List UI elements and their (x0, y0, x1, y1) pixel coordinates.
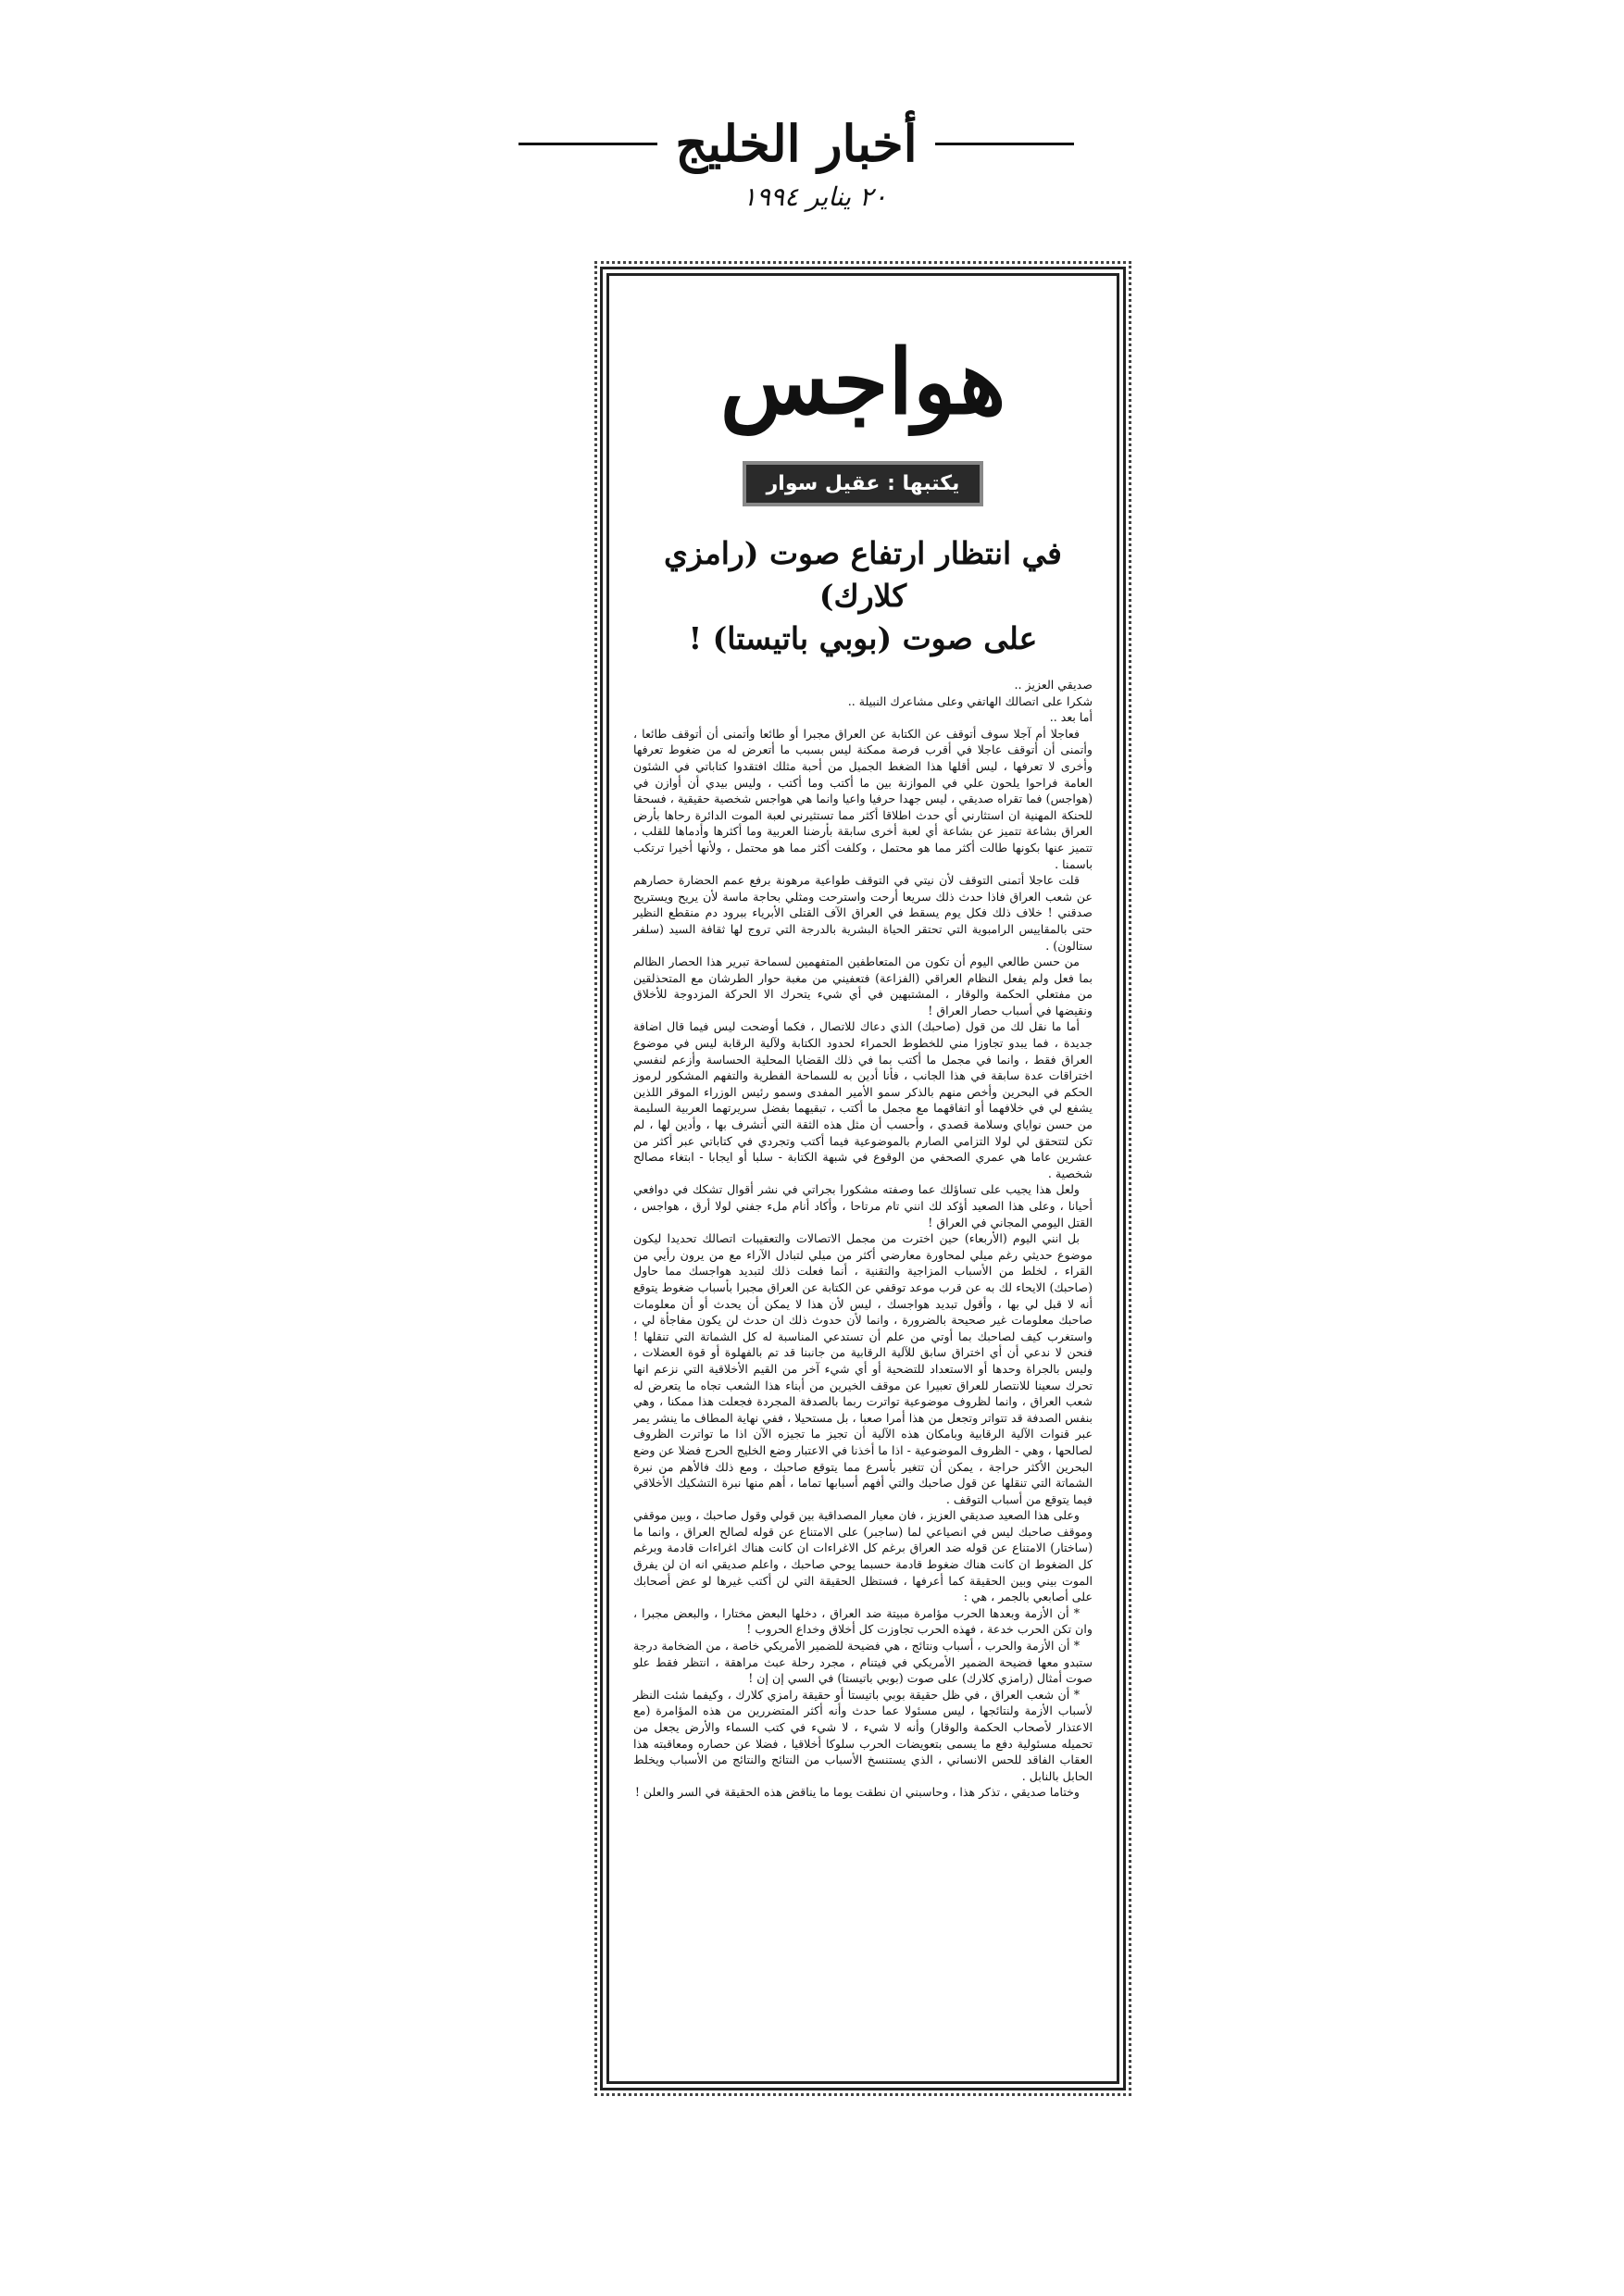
byline: يكتبها : عقيل سوار (743, 461, 984, 506)
article-headline (633, 532, 1093, 660)
body-paragraph: من حسن طالعي اليوم أن تكون من المتعاطفين المتفهمين لسماحة تبرير هذا الحصار الظالم بما فعل ولم يفعل النظام العراقي (الفزاعة) فتعفيني من مغبة حوار الطرشان مع المتحذلقين من مفتعلي الحكمة والوقار ، المشتبهين في أي شيء يتحرك الا الحركة المزدوجة للأخلاق ونقيضها في أسباب حصار العراق ! (633, 955, 1093, 1017)
body-paragraph: * أن شعب العراق ، في ظل حقيقة بوبي باتيستا أو حقيقة رامزي كلارك ، وكيفما شئت النظر لأسباب الأزمة ولنتائجها ، ليس مسئولا عما حدث وأنه أكثر المتضررين من هذه المؤامرة (مع الاعتذار لأصحاب الحكمة والوقار) وأنه لا شيء ، لا شيء في كتب السماء والأرض يجعل من تحميله مسئولية دفع ما يسمى بتعويضات الحرب سلوكا أخلاقيا ، فضلا عن حصاره ومعاقبته هذا العقاب الفاقد للحس الانساني ، الذي يستنسخ الأسباب من النتائج والنتائج من الأسباب ويخلط الحابل بالنابل . (633, 1687, 1093, 1783)
body-paragraph: فعاجلا أم آجلا سوف أتوقف عن الكتابة عن العراق مجبرا أو طائعا وأتمنى أن أتوقف طائعا ، وأتمنى أن أتوقف عاجلا في أقرب فرصة ممكنة ليس بسبب ما أتعرض له من ضغوط تعرفها وأخرى لا تعرفها ، ليس أقلها هذا الضغط الجميل من أحبة مثلك افتقدوا كتاباتي في الشئون العامة فراحوا يلحون علي في الموازنة بين ما أكتب وما أكتب ، وليس بيدي أن أوازن في (هواجس) فما تقراه صديقي ، ليس جهدا حرفيا واعيا وانما هي هواجس شخصية حقيقية ، فسحقا للحنكة المهنية ان استثارني أي حدث اطلاقا أكثر مما تستثيرني لعبة الموت الدائرة رحاها بأرض العراق بشاعة تتميز عن بشاعة أي لعبة أخرى سابقة بأرضنا العربية وما أكثرها وأدماها للقلب ، تتميز عنها بكونها طالت أكثر مما هو محتمل ، وكلفت أكثر مما هو محتمل ، ولأنها أخيرا ترتكب باسمنا . (633, 726, 1093, 871)
headline-line-2: على صوت (بوبي باتيستا) ! (688, 620, 1038, 656)
headline-line-1: في انتظار ارتفاع صوت (رامزي كلارك) (664, 535, 1062, 614)
masthead (500, 111, 1093, 176)
byline-wrap (633, 461, 1093, 506)
opinion-column (600, 267, 1126, 2090)
body-paragraph: صديقي العزيز .. (1014, 678, 1093, 692)
article-body (633, 677, 1093, 1801)
masthead-rule-right (935, 143, 1074, 145)
body-paragraph: * أن الأزمة والحرب ، أسباب ونتائج ، هي فضيحة للضمير الأمريكي خاصة ، من الضخامة درجة ستبدو معها فضيحة الضمير الأمريكي في فيتنام ، مجرد رحلة عبث مراهقة ، انتظر فقط علو صوت أمثال (رامزي كلارك) على صوت (بوبي باتيستا) في السي إن إن ! (633, 1639, 1093, 1686)
publication-date: ٢٠ يناير ١٩٩٤ (742, 181, 888, 212)
body-paragraph: أما ما نقل لك من قول (صاحبك) الذي دعاك للاتصال ، فكما أوضحت ليس فيما قال اضافة جديدة ، فما يبدو تجاوزا مني للخطوط الحمراء لحدود الكتابة ولآلية الرقابة ليس في موضوع العراق فقط ، وانما في مجمل ما أكتب بما في ذلك القضايا المحلية الحساسة وأزعم لنفسي اختراقات عدة سابقة في هذا الجانب ، فأنا أدين به للسماحة الفطرية والتفهم المشكور لرموز الحكم في البحرين وأخص منهم بالذكر سمو الأمير المفدى وسمو رئيس الوزراء الموقر اللذين يشفع لي في خلافهما أو اتفاقهما مع مجمل ما أكتب ، تبقيهما بفضل سريرتهما العربية السليمة من حسن نواياي وسلامة قصدي ، وأحسب أن مثل هذه الثقة التي أتشرف بها ، وأدين لها ، لم تكن لتتحقق لي لولا التزامي الصارم بالموضوعية فيما أكتب وتجردي في كتاباتي عبر أكثر من عشرين عاما هي عمري الصحفي من الوقوع في شبهة الكتابة - سلبا أو ايجابا - ابتغاء مصالح شخصية . (633, 1019, 1093, 1180)
masthead-rule-left (518, 143, 657, 145)
body-paragraph: شكرا على اتصالك الهاتفي وعلى مشاعرك النبيلة .. (847, 693, 1093, 708)
column-title: هواجس (719, 330, 1006, 434)
body-paragraph: ولعل هذا يجيب على تساؤلك عما وصفته مشكورا بجراتي في نشر أقوال تشكك في دوافعي أحيانا ، وعلى هذا الصعيد أؤكد لك انني تام مرتاحا ، وأكاد أنام ملء جفني لولا أرق ، هواجس ، القتل اليومي المجاني في العراق ! (633, 1182, 1093, 1229)
newspaper-name: أخبار الخليج (675, 114, 918, 173)
body-paragraph: وعلى هذا الصعيد صديقي العزيز ، فان معيار المصداقية بين قولي وقول صاحبك ، وبين موقفي وموقف صاحبك ليس في انصياعي لما (ساجبر) على الامتناع عن قوله لصالح العراق ، وانما ما (ساختار) الامتناع عن قوله ضد العراق برغم كل الاغراءات ان كانت هناك اغراءات قادمة وبرغم كل الضغوط ان كانت هناك ضغوط قادمة حسبما يوحي صاحبك ، واعلم صديقي انه ان لن يفرق الموت بيني وبين الحقيقة كما أعرفها ، فستظل الحقيقة التي لن أكتب غيرها لو عض أصحابك على أصابعي بالجمر ، هي : (633, 1508, 1093, 1604)
body-paragraph: وختاما صديقي ، تذكر هذا ، وحاسبني ان نطقت يوما ما يناقض هذه الحقيقة في السر والعلن ! (634, 1785, 1080, 1800)
body-paragraph: قلت عاجلا أتمنى التوقف لأن نيتي في التوقف طواعية مرهونة برفع عمم الحضارة حصارهم عن شعب العراق فاذا حدث ذلك سريعا أرحت واسترحت ومثلي بحاجة ماسة لأن يريح ويستريح صدقني ! خلاف ذلك فكل يوم يسقط في العراق الآف القتلى الأبرياء ببرود دم منقطع النظير حتى بالمقاييس الرامبوية التي تحتقر الحياة البشرية بالدرجة التي تروج لها ثقافة السيد (سلفر ستالون) . (633, 873, 1093, 953)
body-paragraph: * أن الأزمة وبعدها الحرب مؤامرة مبيتة ضد العراق ، دخلها البعض مختارا ، والبعض مجبرا ، وان تكن الحرب خدعة ، فهذه الحرب تجاوزت كل أخلاق وخداع الحروب ! (633, 1605, 1093, 1637)
body-paragraph: بل انني اليوم (الأربعاء) حين اخترت من مجمل الاتصالات والتعقيبات اتصالك تحديدا ليكون موضوع حديثي رغم ميلي لمحاورة معارضي أكثر من ميلي لتبادل الآراء مع من يرون رأيي من القراء ، لخلط من الأسباب المزاجية والتقنية ، أنما فعلت ذلك لتبديد هواجسك مما حاول (صاحبك) الايحاء لك به عن قرب موعد توقفي عن الكتابة عن العراق مجبرا بأسباب ضغوط يتوقع أنه لا قبل لي بها ، وأقول تبديد هواجسك ، ليس لأن هذا لا يمكن أن يحدث أو أن معلومات صاحبك معلومات غير صحيحة بالضرورة ، وانما لأن حدوث ذلك ان حدث لن يكون مفاجأة لي ، واستغرب كيف لصاحبك بما أوتي من علم أن تستدعي المناسبة له كل الشماتة التي تنقلها ! فنحن لا ندعي أن أي اختراق سابق للآلية الرقابية من جانبنا قد تم بالفهلوة أو قوة العضلات ، وليس بالجراة وحدها أو الاستعداد للتضحية أو أي شيء آخر من القيم الأخلاقية التي نزعم انها تحرك سعينا للانتصار للعراق تعبيرا عن موقف الخيرين من أبناء هذا الشعب تجاه ما يتعرض له شعب العراق ، وانما لظروف موضوعية تواترت ربما بالصدفة المجردة فجعلت هذا ممكنا ، وهي بنفس الصدفة قد تتواتر وتجعل من هذا أمرا صعبا ، بل مستحيلا ، ففي نهاية المطاف ما ينشر يمر عبر قنوات الآلية الرقابية وبامكان هذه الآلية أن تجيز ما تجيزه الآن اذا ما تواترت الظروف لصالحها ، وهي - الظروف الموضوعية - اذا ما أخذنا في الاعتبار وضع الخليج الحرج فضلا عن وضع البحرين الأكثر حراجة ، يمكن أن تتغير بأسرع مما يتوقع صاحبك ، ومع ذلك فالأهم من نبرة الشماتة التي تنقلها عن قول صاحبك والتي أفهم أسبابها تماما ، أهم منها نبرة التشكيك الأخلاقي فيما يتوقع من أسباب التوقف . (633, 1231, 1093, 1506)
body-paragraph: أما بعد .. (1049, 710, 1093, 725)
